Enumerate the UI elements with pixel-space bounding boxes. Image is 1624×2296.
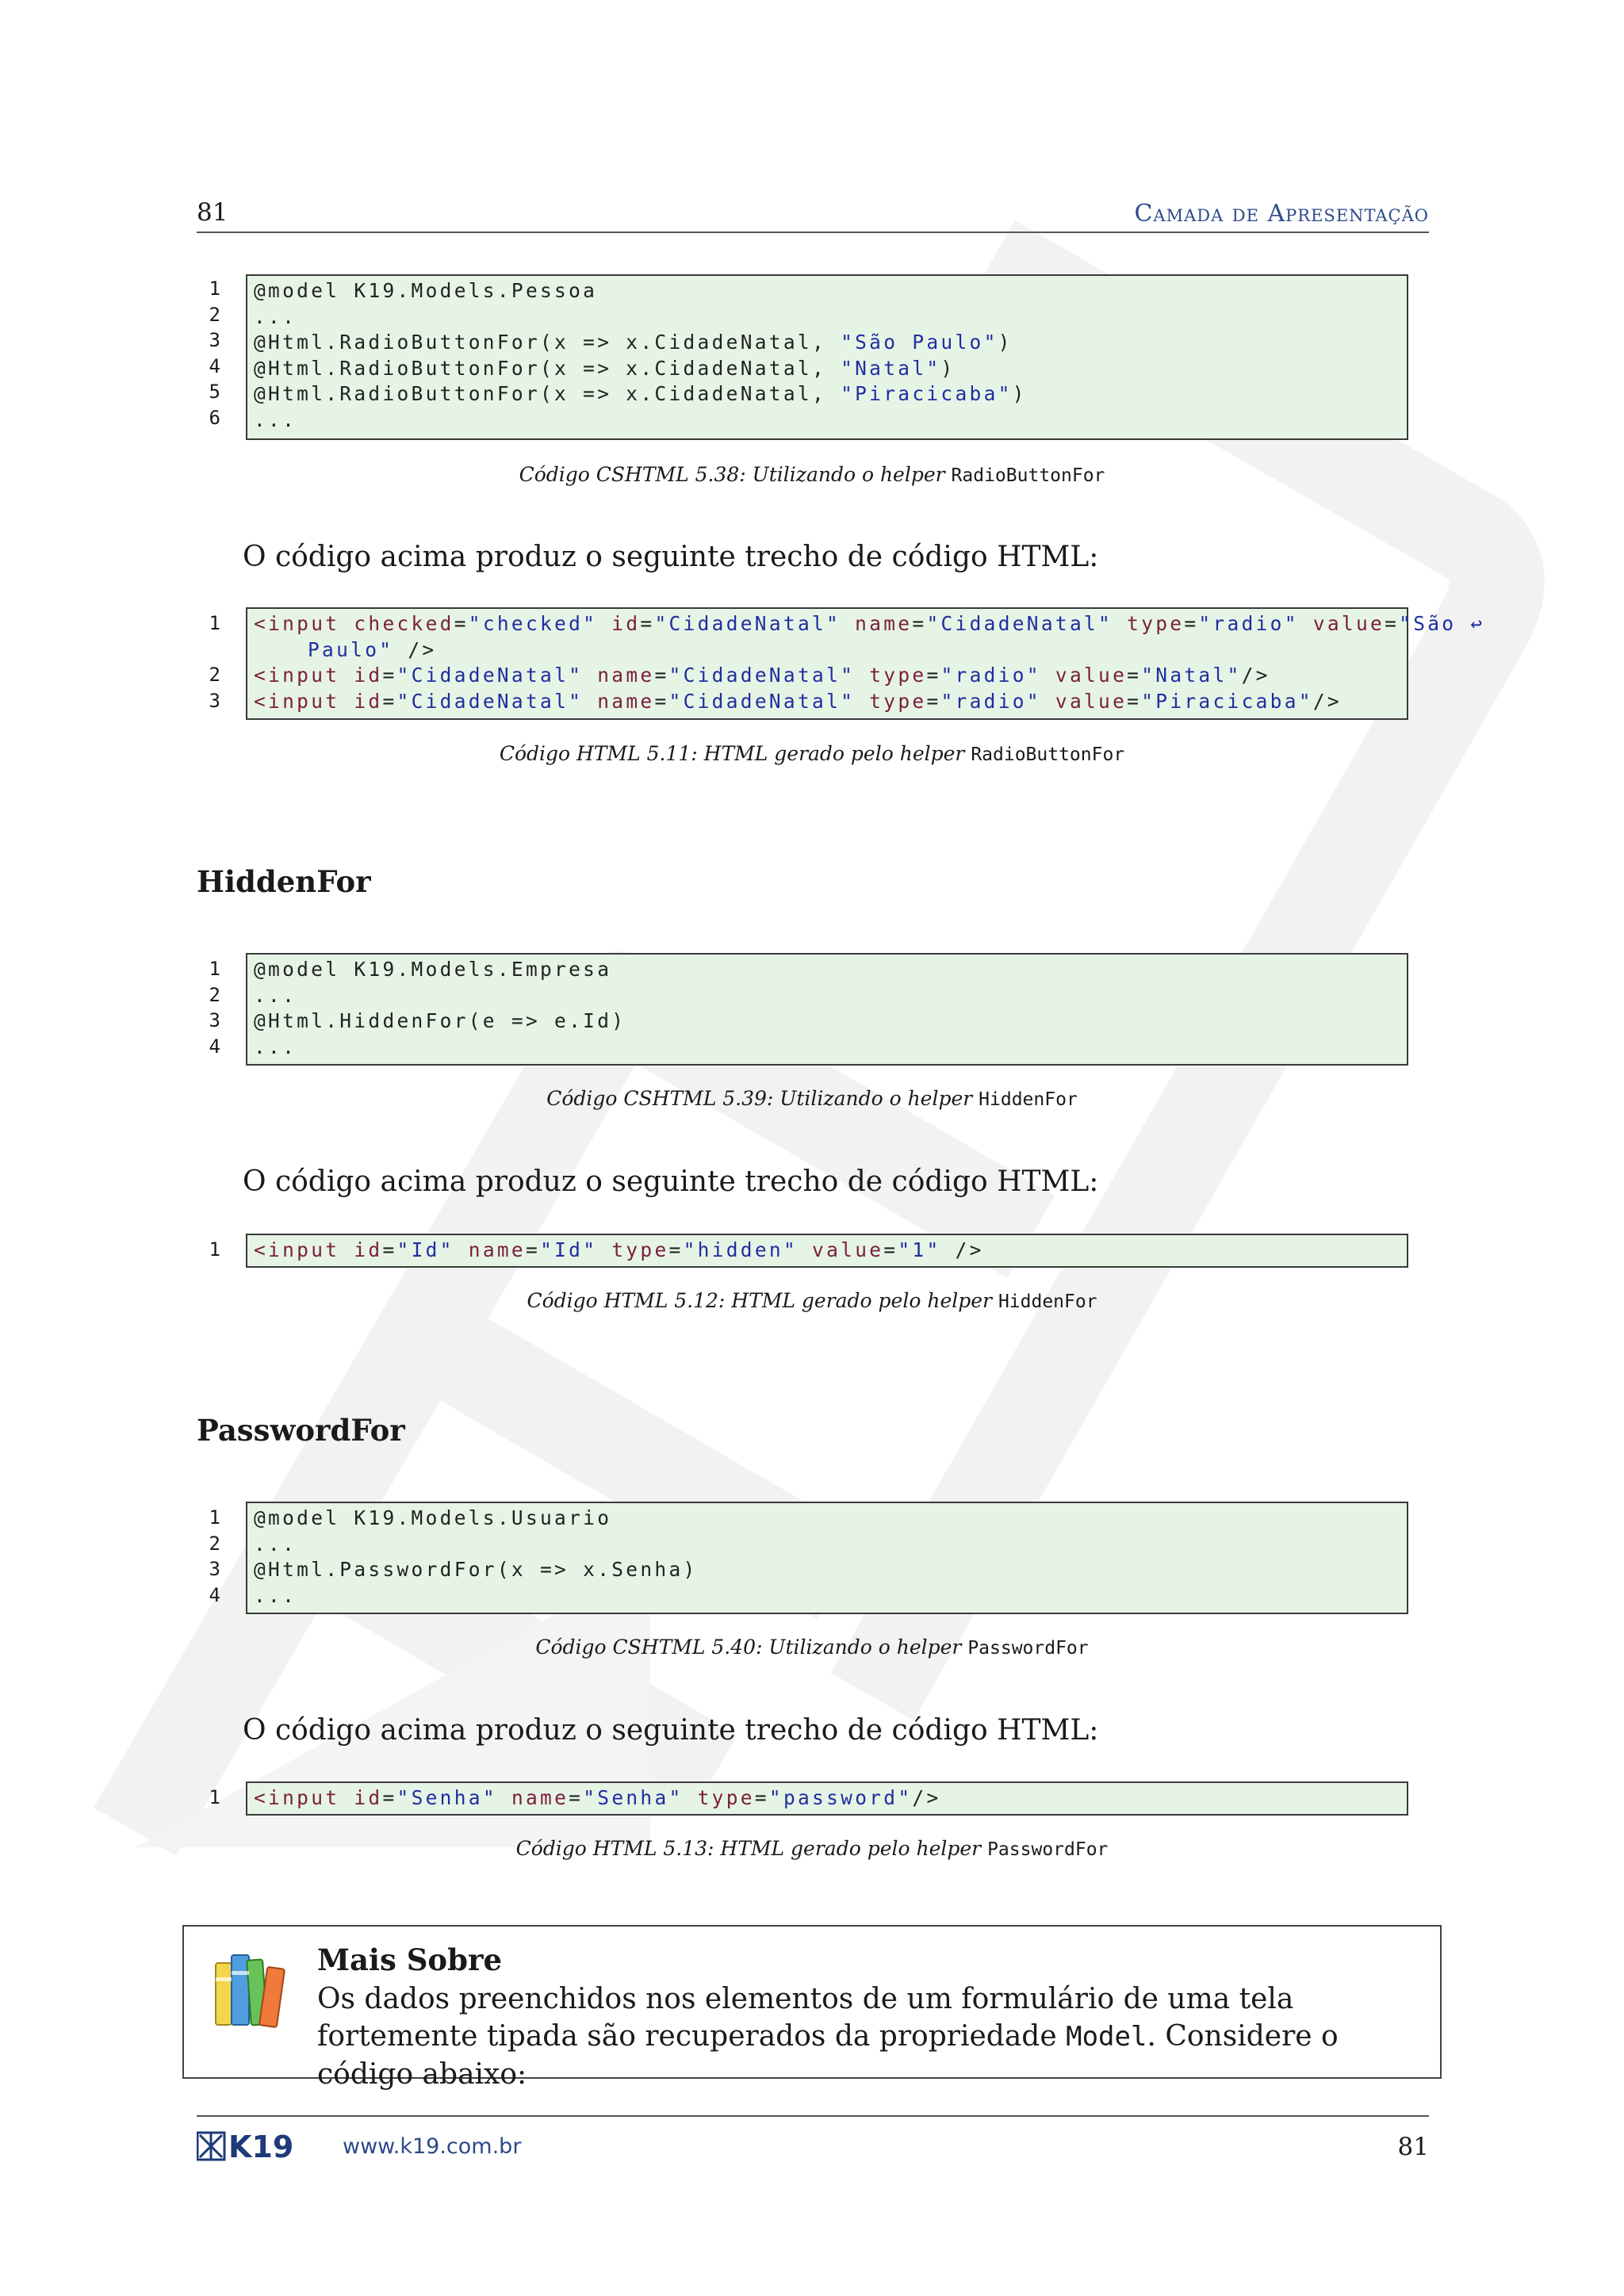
code-token: @Html.RadioButtonFor(x => x.CidadeNatal, [254, 356, 841, 380]
code-token: @Html.RadioButtonFor(x => x.CidadeNatal, [254, 331, 841, 354]
code-token: id [597, 612, 641, 635]
code-token: "radio" [940, 664, 1041, 687]
code-token: ) [998, 331, 1013, 354]
more-info-text [317, 1980, 1411, 2093]
line-number: 1 [209, 277, 220, 300]
k19-logo-icon [197, 2131, 319, 2161]
footer-rule [197, 2115, 1429, 2117]
code-token: = [654, 664, 669, 687]
code5-caption [0, 1636, 1624, 1659]
code-token: "Senha" [583, 1786, 684, 1809]
code-line [254, 381, 1400, 408]
code-line [254, 611, 1485, 637]
code4-caption [0, 1289, 1624, 1312]
line-number: 4 [209, 354, 220, 377]
books-icon [213, 1946, 285, 2033]
line-number: 2 [209, 1532, 220, 1555]
code-token: ... [254, 304, 297, 328]
caption-text: Código HTML 5.12: HTML gerado pelo helper [527, 1289, 998, 1312]
code-token: "Natal" [1141, 664, 1242, 687]
caption-text: Código CSHTML 5.39: Utilizando o helper [546, 1087, 979, 1110]
paragraph-3: O código acima produz o seguinte trecho de código HTML: [243, 1714, 1099, 1747]
section-title-hiddenfor: HiddenFor [197, 864, 371, 899]
code4-line-numbers [197, 1237, 220, 1263]
caption-code: RadioButtonFor [951, 465, 1105, 486]
code-line [254, 408, 1400, 434]
more-info-code: Model [1066, 2021, 1147, 2053]
code-token: checked [354, 612, 454, 635]
more-info-title: Mais Sobre [317, 1942, 503, 1977]
code-token: "CidadeNatal" [396, 664, 584, 687]
code-token: id [354, 689, 383, 713]
more-info-text-part: . Considere o código abaixo: [317, 2020, 1339, 2091]
line-number: 1 [209, 1238, 220, 1261]
line-number: 4 [209, 1035, 220, 1058]
code-token: = [1385, 612, 1400, 635]
line-number: 4 [209, 1583, 220, 1606]
code-token: /> [1312, 689, 1342, 713]
code-line [254, 689, 1400, 715]
code-token: = [654, 689, 669, 713]
code2-block [246, 607, 1485, 720]
line-number: 1 [209, 958, 220, 980]
caption-text: Código HTML 5.13: HTML gerado pelo helper [515, 1837, 988, 1860]
header-page-number: 81 [197, 198, 228, 227]
line-number: 3 [209, 1009, 220, 1032]
code-token: <input [254, 689, 354, 713]
code-line [254, 330, 1400, 356]
caption-text: Código CSHTML 5.38: Utilizando o helper [519, 463, 952, 486]
section-title-passwordfor: PasswordFor [197, 1413, 405, 1448]
line-number: 2 [209, 664, 220, 687]
code-token: type [1113, 612, 1185, 635]
code-token: "hidden" [683, 1238, 798, 1261]
code-token: value [1298, 612, 1385, 635]
code-line [254, 1532, 1400, 1558]
code-token: <input [254, 1238, 354, 1261]
caption-text: Código HTML 5.11: HTML gerado pelo helper [499, 742, 971, 765]
header-chapter-title: Camada de Apresentação [1134, 200, 1429, 228]
code-token: "radio" [940, 689, 1041, 713]
footer-url[interactable]: www.k19.com.br [343, 2134, 522, 2159]
code-token: value [798, 1238, 884, 1261]
paragraph-1: O código acima produz o seguinte trecho de código HTML: [243, 541, 1099, 573]
code-token: /> [912, 1786, 941, 1809]
code-token: = [382, 1786, 397, 1809]
code2-caption [0, 742, 1624, 765]
code6-line-numbers [197, 1785, 220, 1811]
code-token: = [1127, 664, 1142, 687]
line-number: 1 [209, 1786, 220, 1808]
line-number: 2 [209, 303, 220, 326]
code-token: = [668, 1238, 684, 1261]
code-token: = [912, 612, 927, 635]
code-token: name [454, 1238, 526, 1261]
code-token: "CidadeNatal" [668, 689, 856, 713]
code-token: ... [254, 1532, 297, 1556]
code-token: = [526, 1238, 541, 1261]
code-line [254, 983, 1400, 1009]
code-line [254, 356, 1400, 382]
code1-caption [0, 463, 1624, 486]
code-line [254, 957, 1400, 983]
code-token: @model K19.Models.Empresa [254, 958, 612, 981]
line-number: 1 [209, 1506, 220, 1529]
line-number: 1 [209, 612, 220, 634]
code-token: value [1040, 689, 1128, 713]
code-line [254, 304, 1400, 331]
code6-caption [0, 1837, 1624, 1860]
code-token: "Id" [540, 1238, 598, 1261]
line-number: 5 [209, 381, 220, 404]
paragraph-2: O código acima produz o seguinte trecho de código HTML: [243, 1165, 1099, 1198]
code-line [254, 278, 1400, 304]
code-token: "CidadeNatal" [926, 612, 1113, 635]
code-token: ) [940, 356, 956, 380]
code-token: "Id" [396, 1238, 454, 1261]
line-number: 3 [209, 689, 220, 712]
header-rule [197, 232, 1429, 233]
code1-line-numbers [197, 276, 220, 431]
code-token: /> [393, 637, 437, 661]
code-token: = [382, 1238, 397, 1261]
code-token: = [382, 664, 397, 687]
code-line [254, 1008, 1400, 1035]
code-token: = [926, 689, 941, 713]
code-token: name [496, 1786, 569, 1809]
code-line [254, 1557, 1400, 1583]
caption-code: PasswordFor [987, 1839, 1109, 1860]
code-token: name [583, 689, 655, 713]
caption-code: PasswordFor [967, 1638, 1089, 1659]
code-token: ... [254, 408, 297, 431]
code-line [254, 663, 1400, 689]
footer-page-number: 81 [1397, 2133, 1429, 2161]
code-token: "Piracicaba" [841, 382, 1013, 406]
code3-line-numbers [197, 956, 220, 1059]
code-token: id [354, 1786, 383, 1809]
line-number [197, 637, 220, 663]
line-number: 2 [209, 983, 220, 1006]
code-line [254, 1785, 1400, 1812]
code-token: type [855, 664, 927, 687]
line-number: 6 [209, 406, 220, 429]
caption-code: RadioButtonFor [971, 744, 1125, 765]
code-line [254, 1583, 1400, 1609]
code-token: type [597, 1238, 669, 1261]
code-token: = [640, 612, 655, 635]
code-token: id [354, 1238, 383, 1261]
code1-block [246, 274, 1408, 440]
code5-block [246, 1502, 1408, 1614]
code-token: /> [1241, 664, 1270, 687]
code-token: "Natal" [841, 356, 941, 380]
code-token: @Html.HiddenFor(e => e.Id) [254, 1009, 626, 1033]
code-token: "Senha" [396, 1786, 497, 1809]
code-token: <input [254, 664, 354, 687]
code-token: "checked" [468, 612, 598, 635]
caption-code: HiddenFor [979, 1089, 1078, 1110]
code-token: "radio" [1198, 612, 1299, 635]
code-token: @Html.PasswordFor(x => x.Senha) [254, 1558, 698, 1582]
code-token: = [883, 1238, 898, 1261]
code-line [254, 1035, 1400, 1061]
code-token: = [1127, 689, 1142, 713]
code-token: ... [254, 1583, 297, 1607]
code-token: ) [1012, 382, 1027, 406]
caption-text: Código CSHTML 5.40: Utilizando o helper [535, 1636, 968, 1659]
logo-text: K19 [228, 2131, 294, 2161]
code-token: value [1040, 664, 1128, 687]
code6-block [246, 1781, 1408, 1816]
code-token: = [569, 1786, 584, 1809]
code-token: ... [254, 1035, 297, 1058]
code-token: "CidadeNatal" [668, 664, 856, 687]
code-token: "São Paulo" [841, 331, 998, 354]
code-token: @Html.RadioButtonFor(x => x.CidadeNatal, [254, 382, 841, 406]
code-token: name [841, 612, 913, 635]
code3-block [246, 953, 1408, 1066]
code-token: "CidadeNatal" [396, 689, 584, 713]
line-number: 3 [209, 329, 220, 352]
code-token: = [926, 664, 941, 687]
code3-caption [0, 1087, 1624, 1110]
code-token: ... [254, 983, 297, 1007]
code-token: type [683, 1786, 755, 1809]
code4-block [246, 1234, 1408, 1268]
code-token: <input [254, 612, 354, 635]
line-number: 3 [209, 1558, 220, 1581]
code-token: type [855, 689, 927, 713]
footer-logo [197, 2131, 319, 2164]
code-token: = [454, 612, 469, 635]
code-token: id [354, 664, 383, 687]
code-token: Paulo" [308, 637, 394, 661]
code-line [254, 637, 1400, 664]
code-token: @model K19.Models.Usuario [254, 1506, 612, 1529]
code-token: = [382, 689, 397, 713]
more-info-text-part: Os dados preenchidos nos elementos de um formulário de uma tela fortemente tipada são recuperados da propriedade [317, 1983, 1294, 2053]
code-token: "password" [768, 1786, 913, 1809]
code-token: @model K19.Models.Pessoa [254, 279, 598, 302]
code5-line-numbers [197, 1505, 220, 1608]
code-token: <input [254, 1786, 354, 1809]
code-line [254, 1238, 1400, 1264]
code-token: "CidadeNatal" [654, 612, 841, 635]
code-token: = [754, 1786, 769, 1809]
caption-code: HiddenFor [998, 1292, 1097, 1312]
code-token: /> [940, 1238, 984, 1261]
code-token: "1" [898, 1238, 941, 1261]
code-token: "Piracicaba" [1141, 689, 1313, 713]
code-token: = [1184, 612, 1199, 635]
code-line [254, 1506, 1400, 1532]
code-token: name [583, 664, 655, 687]
code-token: "São ↩ [1399, 612, 1485, 635]
code2-line-numbers [197, 610, 220, 714]
